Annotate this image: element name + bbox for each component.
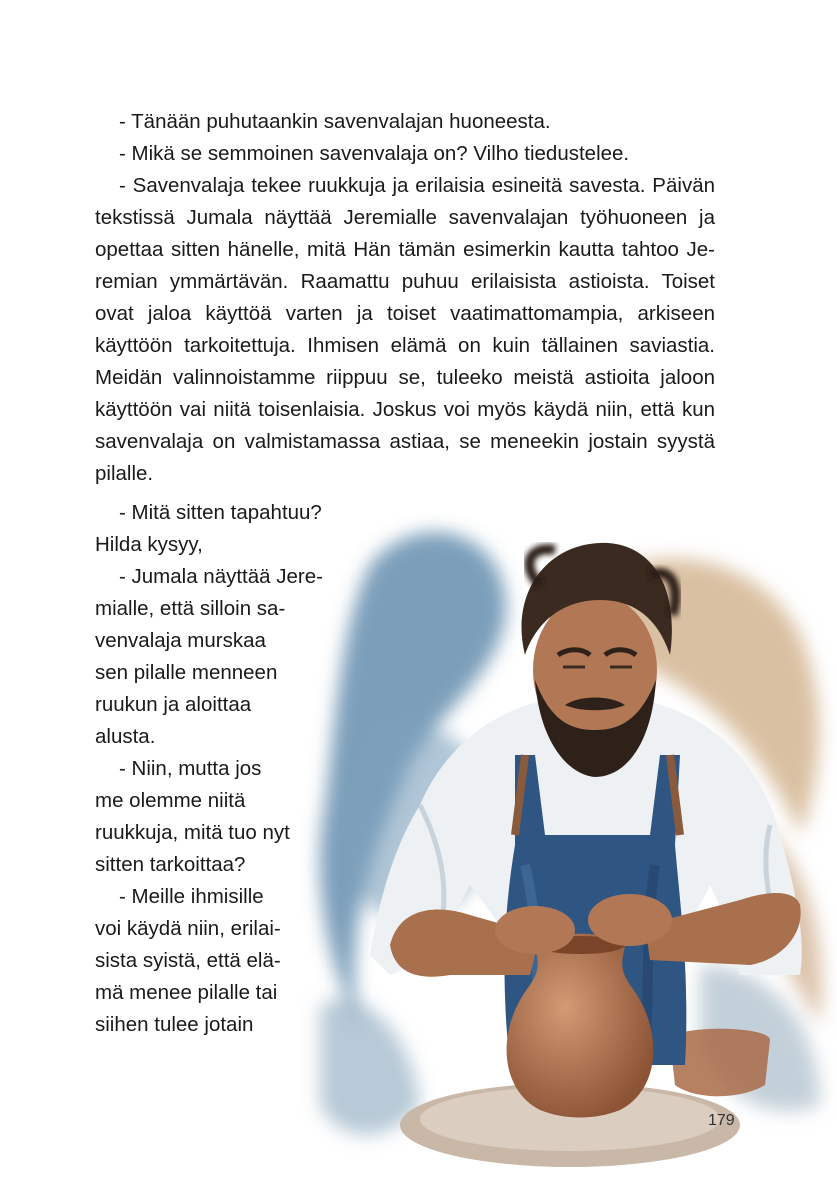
text-line: käyttöön tarkoitettuja. Ihmisen elämä on kuin tällainen saviastia. xyxy=(95,334,715,357)
main-text-block xyxy=(95,106,715,490)
text-line: sitten tarkoittaa? xyxy=(95,853,246,876)
text-line: remian ymmärtävän. Raamattu puhuu erilaisista astioista. Toiset xyxy=(95,270,715,293)
text-line: - Jumala näyttää Jere- xyxy=(119,565,323,588)
right-hand xyxy=(588,894,672,946)
text-line: - Niin, mutta jos xyxy=(119,757,262,780)
text-line: mä menee pilalle tai xyxy=(95,981,278,1004)
text-line: siihen tulee jotain xyxy=(95,1013,254,1036)
text-line: ovat jaloa käyttöä varten ja toiset vaatimattomampia, arkiseen xyxy=(95,302,715,325)
text-line: sen pilalle menneen xyxy=(95,661,278,684)
text-line: ruukkuja, mitä tuo nyt xyxy=(95,821,290,844)
text-line: mialle, että silloin sa- xyxy=(95,597,286,620)
text-line: pilalle. xyxy=(95,462,154,485)
text-line: sista syistä, että elä- xyxy=(95,949,281,972)
text-line: - Mitä sitten tapahtuu? xyxy=(119,501,322,524)
text-line: - Mikä se semmoinen savenvalaja on? Vilho tiedustelee. xyxy=(119,142,630,165)
text-line: voi käydä niin, erilai- xyxy=(95,917,281,940)
text-line: Meidän valinnoistamme riippuu se, tuleeko meistä astioita jaloon xyxy=(95,366,715,389)
text-line: opettaa sitten hänelle, mitä Hän tämän esimerkin kautta tahtoo Je- xyxy=(95,238,715,261)
text-line: tekstissä Jumala näyttää Jeremialle savenvalajan työhuoneen ja xyxy=(95,206,715,229)
text-line: käyttöön vai niitä toisenlaisia. Joskus voi myös käydä niin, että kun xyxy=(95,398,715,421)
potter-illustration xyxy=(300,505,837,1200)
page-number: 179 xyxy=(708,1112,735,1129)
left-hand xyxy=(495,906,575,954)
text-line: ruukun ja aloittaa xyxy=(95,693,252,716)
text-line: alusta. xyxy=(95,725,156,748)
text-line: - Savenvalaja tekee ruukkuja ja erilaisia esineitä savesta. Päivän xyxy=(119,174,715,197)
text-line: Hilda kysyy, xyxy=(95,533,203,556)
text-line: - Tänään puhutaankin savenvalajan huoneesta. xyxy=(119,110,551,133)
text-line: savenvalaja on valmistamassa astiaa, se meneekin jostain syystä xyxy=(95,430,715,453)
text-line: me olemme niitä xyxy=(95,789,246,812)
text-line: venvalaja murskaa xyxy=(95,629,266,652)
text-line: - Meille ihmisille xyxy=(119,885,264,908)
